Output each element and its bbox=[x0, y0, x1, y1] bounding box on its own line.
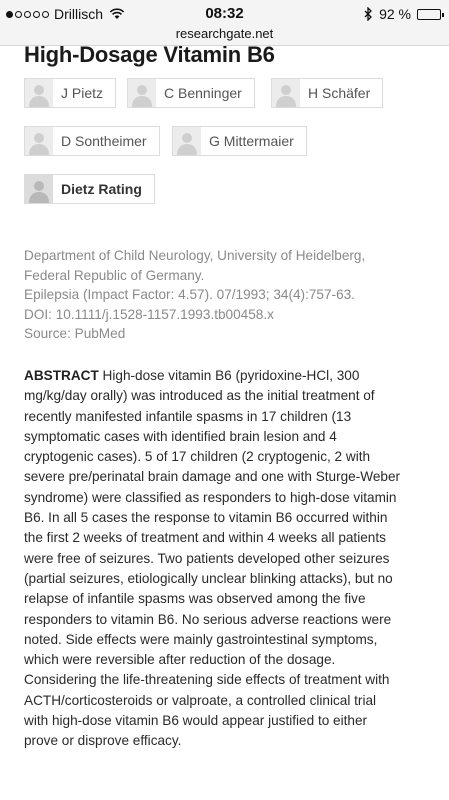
meta-journal: Epilepsia (Impact Factor: 4.57). 07/1993; 34(4):757-63. bbox=[24, 287, 355, 303]
abstract-line: the first 2 weeks of treatment and within 4 weeks all patients bbox=[24, 530, 386, 546]
url-bar[interactable]: researchgate.net bbox=[175, 26, 274, 41]
status-right bbox=[364, 6, 441, 22]
abstract-line: cryptogenic cases). 5 of 17 children (2 cryptogenic, 2 with bbox=[24, 449, 371, 465]
battery-icon bbox=[417, 9, 441, 20]
user-avatar-icon bbox=[128, 79, 156, 107]
carrier-name: Drillisch bbox=[54, 6, 103, 22]
user-avatar-icon bbox=[25, 127, 53, 155]
author-name: D Sontheimer bbox=[61, 133, 147, 149]
abstract-line: with high-dose vitamin B6 would appear justified to either bbox=[24, 713, 368, 729]
abstract-line: mg/kg/day orally) was introduced as the initial treatment of bbox=[24, 388, 375, 404]
abstract-line: relapse of infantile spasms was observed among the five bbox=[24, 591, 366, 607]
abstract bbox=[24, 366, 442, 752]
clock: 08:32 bbox=[205, 5, 244, 22]
meta-doi: DOI: 10.1111/j.1528-1157.1993.tb00458.x bbox=[24, 306, 274, 322]
bluetooth-icon bbox=[364, 7, 373, 21]
author-name: H Schäfer bbox=[308, 85, 371, 101]
author-chip-sontheimer[interactable] bbox=[24, 126, 160, 156]
abstract-line: responders to vitamin B6. No serious adverse reactions were bbox=[24, 611, 392, 627]
battery-percent: 92 % bbox=[379, 6, 411, 22]
author-chip-pietz[interactable] bbox=[24, 78, 116, 108]
abstract-line: Considering the life-threatening side effects of treatment with bbox=[24, 672, 390, 688]
rating-chip[interactable] bbox=[24, 174, 155, 204]
abstract-line: syndrome) were classified as responders to high-dose vitamin bbox=[24, 489, 397, 505]
author-chip-mittermaier[interactable] bbox=[172, 126, 307, 156]
author-name: J Pietz bbox=[61, 85, 104, 101]
user-avatar-icon bbox=[25, 79, 53, 107]
abstract-line: (partial seizures, etiologically unclear blinking attacks), but no bbox=[24, 570, 393, 586]
meta-country: Federal Republic of Germany. bbox=[24, 267, 205, 283]
author-chip-benninger[interactable] bbox=[127, 78, 255, 108]
author-name: C Benninger bbox=[164, 85, 242, 101]
abstract-label: ABSTRACT bbox=[24, 368, 99, 383]
abstract-line: ABSTRACT High-dose vitamin B6 (pyridoxine-HCl, 300 bbox=[24, 368, 360, 383]
author-chip-schaefer[interactable] bbox=[271, 78, 383, 108]
abstract-line: ACTH/corticosteroids or valproate, a controlled clinical trial bbox=[24, 692, 377, 708]
user-avatar-icon bbox=[173, 127, 201, 155]
abstract-line: noted. Side effects were mainly gastrointestinal symptoms, bbox=[24, 631, 378, 647]
author-name: G Mittermaier bbox=[209, 133, 294, 149]
abstract-line: symptomatic cases with identified brain lesion and 4 bbox=[24, 428, 337, 444]
rating-label: Dietz Rating bbox=[61, 181, 142, 197]
meta-source: Source: PubMed bbox=[24, 326, 126, 342]
abstract-line: severe pre/perinatal brain damage and one with Sturge-Weber bbox=[24, 469, 401, 485]
abstract-line: recently manifested infantile spasms in 17 children (13 bbox=[24, 408, 352, 424]
user-avatar-icon bbox=[25, 175, 53, 203]
user-avatar-icon bbox=[272, 79, 300, 107]
page-title: High-Dosage Vitamin B6 bbox=[24, 42, 275, 67]
publication-meta bbox=[24, 246, 434, 344]
abstract-line: prove or disprove efficacy. bbox=[24, 733, 182, 749]
abstract-line: which were reversible after reduction of the dosage. bbox=[24, 652, 336, 668]
abstract-line: B6. In all 5 cases the response to vitamin B6 occurred within bbox=[24, 510, 388, 526]
status-bar bbox=[0, 0, 449, 46]
meta-department: Department of Child Neurology, University of Heidelberg, bbox=[24, 248, 366, 263]
abstract-line: were free of seizures. Two patients developed other seizures bbox=[24, 550, 390, 566]
